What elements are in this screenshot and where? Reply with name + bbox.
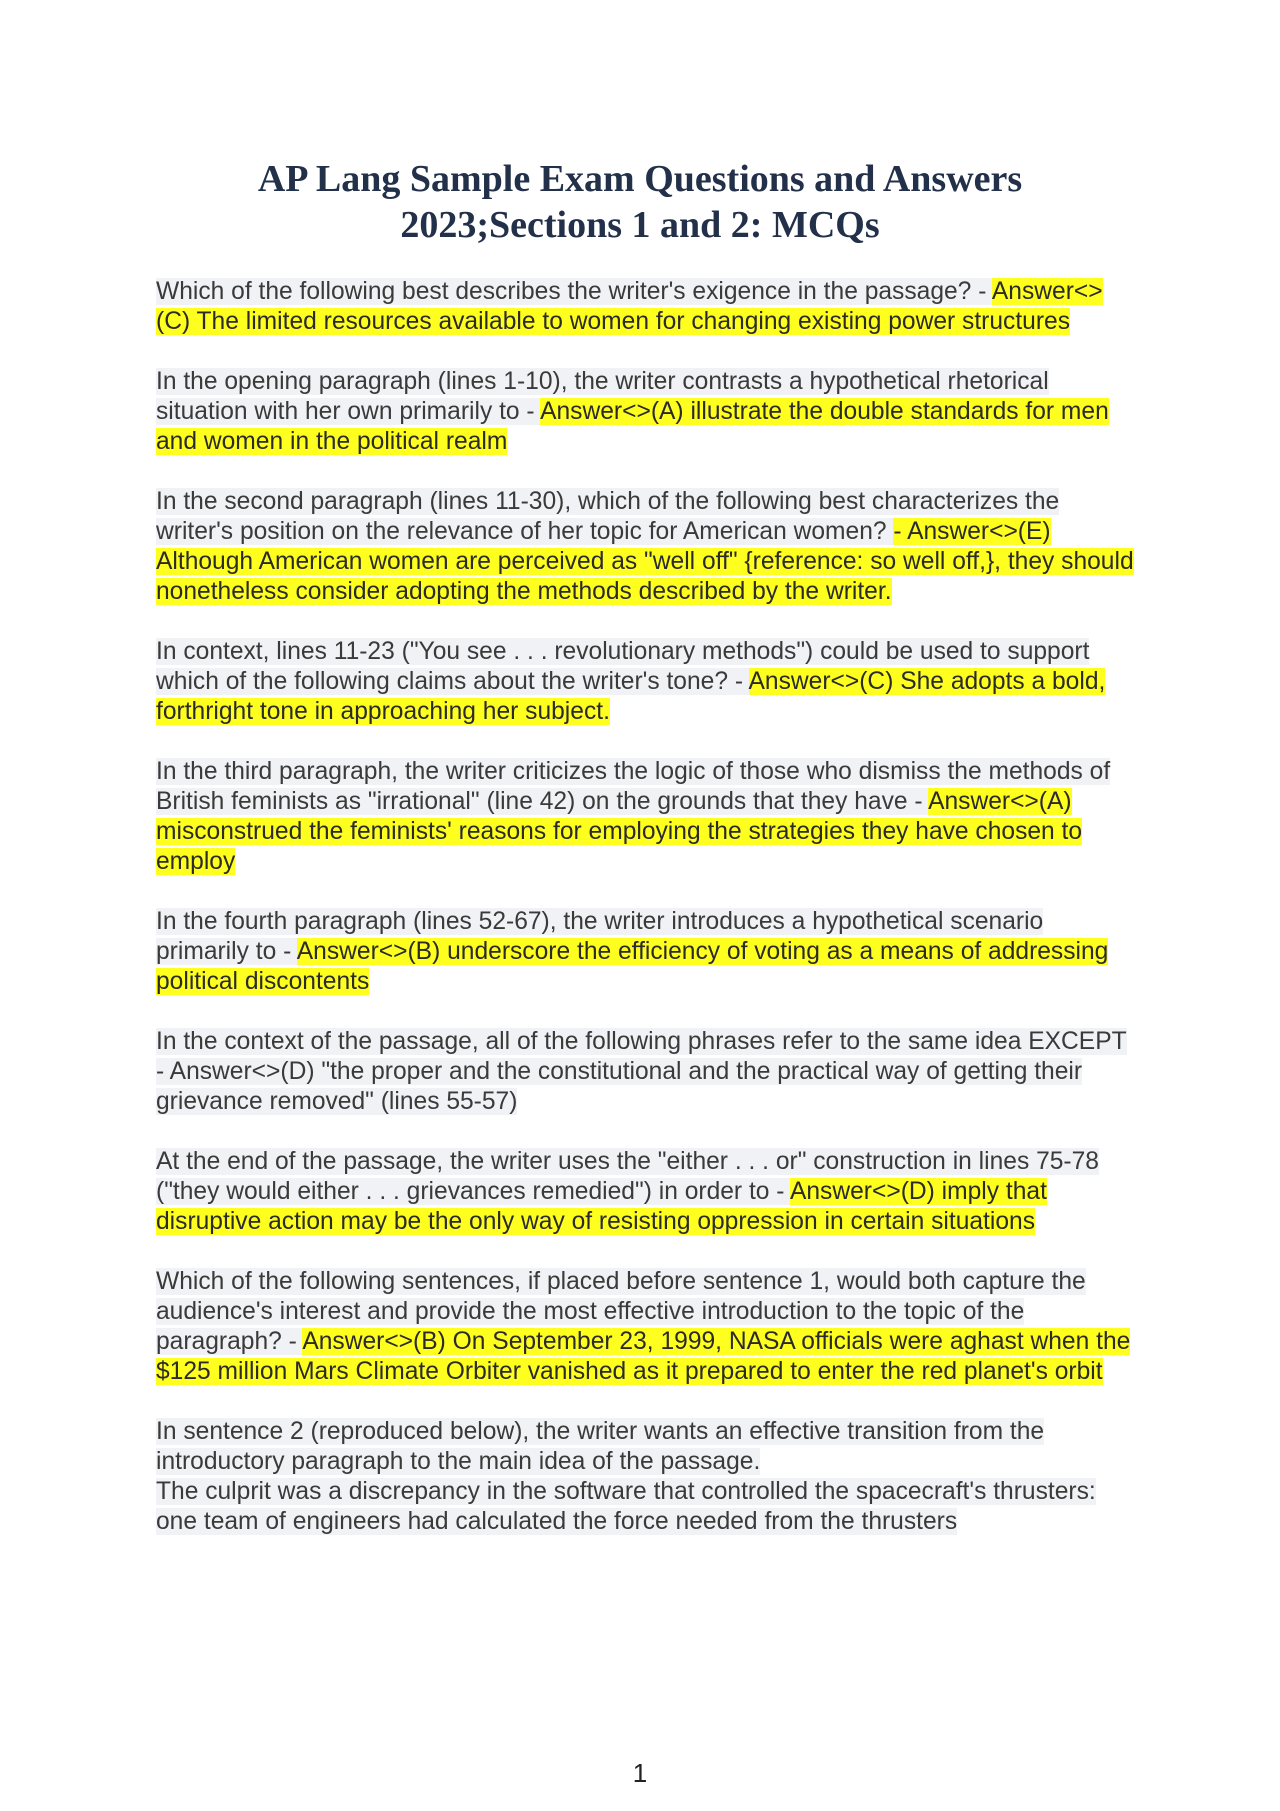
answer-highlight: Answer<>(D) imply that disruptive action may be the only way of resisting oppression in certain situations bbox=[156, 1178, 1047, 1235]
answer-highlight: Answer<>(B) underscore the efficiency of voting as a means of addressing political discontents bbox=[156, 938, 1109, 995]
document-body bbox=[156, 277, 1136, 1567]
question-text: Which of the following best describes the writer's exigence in the passage? - bbox=[156, 278, 992, 305]
question-text: Which of the following sentences, if placed before sentence 1, would both capture the audience's interest and provide the most effective introduction to the topic of the paragraph? - bbox=[156, 1268, 1086, 1355]
question-text: In context, lines 11-23 ("You see . . . revolutionary methods") could be used to support which of the following claims about the writer's tone? - bbox=[156, 638, 1090, 695]
answer-highlight: Answer<>(C) She adopts a bold, forthright tone in approaching her subject. bbox=[156, 668, 1106, 725]
answer-highlight: - Answer<>(E) Although American women are perceived as "well off" {reference: so well off,}, they should nonetheless consider adopting the methods described by the writer. bbox=[156, 518, 1134, 605]
answer-highlight: Answer<>(C) The limited resources available to women for changing existing power structures bbox=[156, 278, 1103, 335]
qa-item-last bbox=[156, 1417, 1136, 1537]
question-text: In the third paragraph, the writer criticizes the logic of those who dismiss the methods of British feminists as "irrational" (line 42) on the grounds that they have - bbox=[156, 758, 1111, 815]
qa-item bbox=[156, 487, 1136, 607]
question-text: At the end of the passage, the writer uses the "either . . . or" construction in lines 75-78 ("they would either . . . grievances remedied") in order to - bbox=[156, 1148, 1099, 1205]
qa-item bbox=[156, 1267, 1136, 1387]
qa-item bbox=[156, 277, 1136, 337]
answer-highlight: Answer<>(A) illustrate the double standards for men and women in the political realm bbox=[156, 398, 1109, 455]
question-text: In sentence 2 (reproduced below), the writer wants an effective transition from the introductory paragraph to the main idea of the passage. bbox=[156, 1418, 1045, 1475]
question-text: In the context of the passage, all of the following phrases refer to the same idea EXCEPT - Answer<>(D) "the proper and the constitutional and the practical way of getting their grievance removed" (lines 55-57) bbox=[156, 1028, 1127, 1115]
qa-item bbox=[156, 1147, 1136, 1237]
qa-item bbox=[156, 367, 1136, 457]
document-title bbox=[150, 156, 1130, 248]
page-number: 1 bbox=[632, 1758, 648, 1788]
question-text: In the fourth paragraph (lines 52-67), the writer introduces a hypothetical scenario primarily to - bbox=[156, 908, 1044, 965]
answer-highlight: Answer<>(B) On September 23, 1999, NASA officials were aghast when the $125 million Mars Climate Orbiter vanished as it prepared to enter the red planet's orbit bbox=[156, 1328, 1131, 1385]
qa-item bbox=[156, 1027, 1136, 1117]
title-line-2: 2023;Sections 1 and 2: MCQs bbox=[400, 204, 880, 246]
answer-highlight: Answer<>(A) misconstrued the feminists' reasons for employing the strategies they have chosen to employ bbox=[156, 788, 1083, 875]
qa-item bbox=[156, 637, 1136, 727]
question-text: In the opening paragraph (lines 1-10), the writer contrasts a hypothetical rhetorical situation with her own primarily to - bbox=[156, 368, 1049, 425]
question-text: In the second paragraph (lines 11-30), which of the following best characterizes the writer's position on the relevance of her topic for American women? bbox=[156, 488, 1060, 545]
reproduced-sentence: The culprit was a discrepancy in the software that controlled the spacecraft's thrusters: one team of engineers had calculated the force needed from the thrusters bbox=[156, 1478, 1096, 1535]
title-line-1: AP Lang Sample Exam Questions and Answers bbox=[257, 158, 1023, 200]
qa-item bbox=[156, 907, 1136, 997]
qa-item bbox=[156, 757, 1136, 877]
